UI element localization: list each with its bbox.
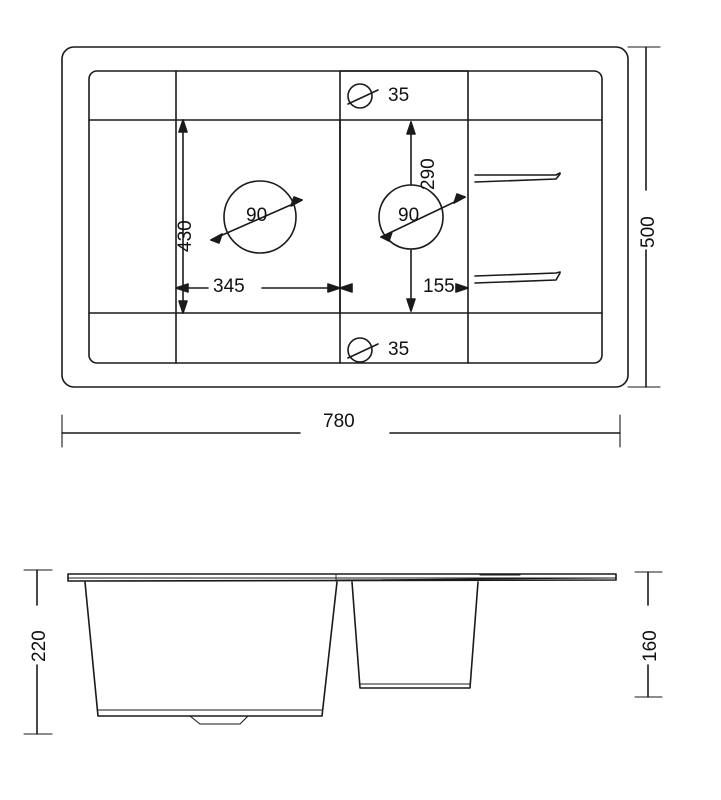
dim-label-345: 345	[213, 276, 245, 297]
dim-label-35-top: 35	[388, 85, 410, 106]
top-view-outline	[62, 47, 628, 387]
drainer-lines	[468, 120, 602, 313]
dim-label-160: 160	[640, 630, 661, 662]
dim-label-155: 155	[423, 276, 455, 297]
dim-label-780: 780	[323, 411, 355, 432]
front-view-small-bowl	[352, 582, 478, 688]
main-bowl-lines	[89, 71, 340, 363]
dim-label-90-small: 90	[398, 205, 420, 226]
front-view-outline	[68, 574, 616, 581]
dim-label-500: 500	[638, 216, 659, 248]
front-view-main-bowl	[85, 582, 337, 724]
dim-label-90-main: 90	[246, 205, 268, 226]
dim-label-220: 220	[29, 630, 50, 662]
dim-label-430: 430	[175, 220, 196, 252]
small-drain-hole	[379, 185, 465, 249]
tap-hole-bottom	[348, 338, 378, 362]
tap-hole-top	[348, 84, 378, 108]
dim-label-35-bottom: 35	[388, 339, 410, 360]
dim-label-290: 290	[418, 158, 439, 190]
dim-345	[176, 284, 340, 292]
